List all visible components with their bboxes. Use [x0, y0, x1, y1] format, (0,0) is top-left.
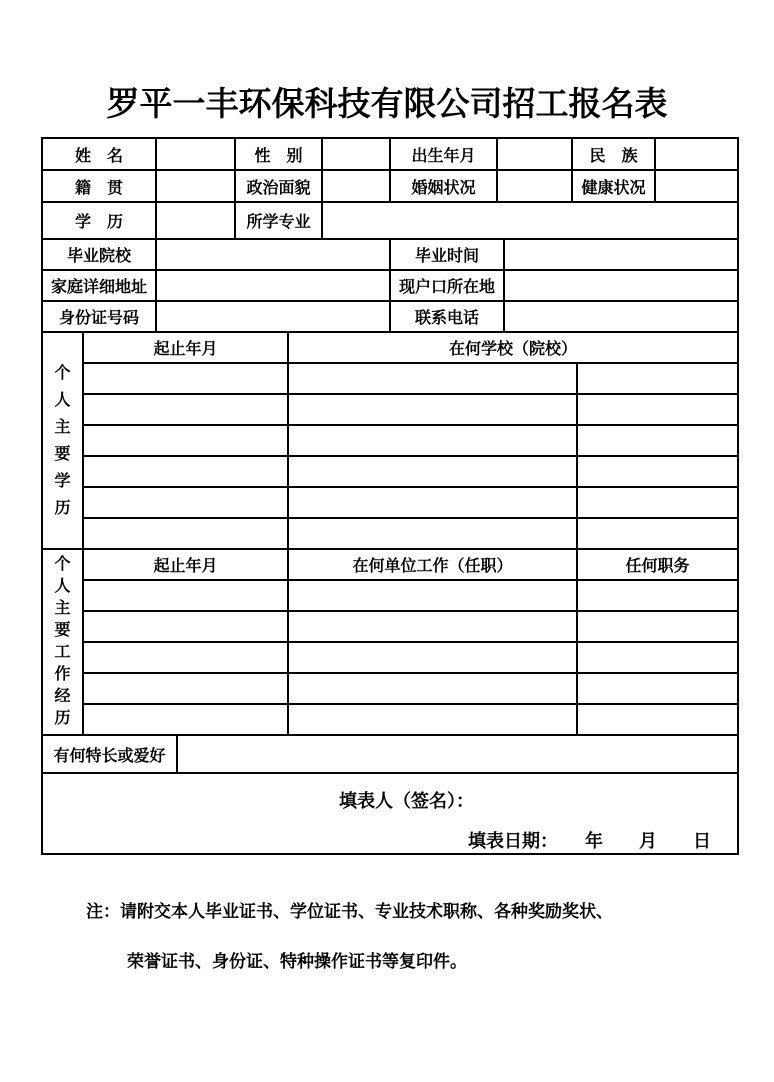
education-level-label: 学 历 — [42, 202, 156, 239]
birth-label: 出生年月 — [390, 138, 497, 170]
work-history-side-label — [42, 549, 83, 735]
work-period-cell[interactable] — [83, 611, 288, 642]
contact-info-table — [41, 238, 739, 333]
work-period-cell[interactable] — [83, 673, 288, 704]
table-row — [42, 456, 738, 487]
marital-label: 婚姻状况 — [390, 170, 497, 202]
home-address-input-cell[interactable] — [156, 270, 390, 301]
table-row — [42, 611, 738, 642]
education-period-cell[interactable] — [83, 394, 288, 425]
basic-info-table — [41, 137, 739, 203]
table-row — [42, 642, 738, 673]
education-extra-cell[interactable] — [577, 518, 738, 549]
education-school-cell[interactable] — [288, 394, 577, 425]
table-row — [42, 332, 738, 363]
education-history-side-label-text: 个人主要学历 — [54, 364, 71, 517]
work-history-side-label-text: 个人主要工作经历 — [54, 556, 71, 727]
political-label: 政治面貌 — [235, 170, 322, 202]
education-period-cell[interactable] — [83, 487, 288, 518]
education-period-cell[interactable] — [83, 363, 288, 394]
health-input-cell[interactable] — [655, 170, 738, 202]
work-position-cell[interactable] — [577, 673, 738, 704]
education-school-cell[interactable] — [288, 425, 577, 456]
specialty-input-cell[interactable] — [177, 735, 738, 773]
gender-input-cell[interactable] — [322, 138, 390, 170]
work-period-header: 起止年月 — [83, 549, 288, 580]
form-title: 罗平一丰环保科技有限公司招工报名表 — [106, 85, 668, 122]
residence-input-cell[interactable] — [504, 270, 738, 301]
work-employer-cell[interactable] — [288, 642, 577, 673]
graduate-time-label: 毕业时间 — [390, 239, 504, 270]
signature-label: 填表人（签名）： — [339, 791, 474, 811]
table-row — [42, 487, 738, 518]
work-position-cell[interactable] — [577, 580, 738, 611]
hometown-label: 籍 贯 — [42, 170, 156, 202]
education-period-cell[interactable] — [83, 518, 288, 549]
education-extra-cell[interactable] — [577, 363, 738, 394]
ethnic-label: 民 族 — [572, 138, 655, 170]
id-number-label: 身份证号码 — [42, 301, 156, 332]
table-row — [42, 239, 738, 270]
education-level-input-cell[interactable] — [156, 202, 235, 239]
signature-table — [41, 772, 739, 855]
education-extra-cell[interactable] — [577, 394, 738, 425]
work-position-cell[interactable] — [577, 704, 738, 735]
work-position-header: 任何职务 — [577, 549, 738, 580]
note-line-1: 注：请附交本人毕业证书、学位证书、专业技术职称、各种奖励奖状、 — [86, 902, 613, 921]
table-row — [42, 202, 738, 239]
education-school-cell[interactable] — [288, 456, 577, 487]
work-employer-cell[interactable] — [288, 704, 577, 735]
education-school-cell[interactable] — [288, 487, 577, 518]
phone-input-cell[interactable] — [504, 301, 738, 332]
ethnic-input-cell[interactable] — [655, 138, 738, 170]
major-input-cell[interactable] — [322, 202, 738, 239]
table-row — [42, 735, 738, 773]
graduate-school-label: 毕业院校 — [42, 239, 156, 270]
marital-input-cell[interactable] — [497, 170, 572, 202]
work-employer-cell[interactable] — [288, 611, 577, 642]
work-position-cell[interactable] — [577, 611, 738, 642]
education-history-table — [41, 331, 739, 550]
education-extra-cell[interactable] — [577, 487, 738, 518]
table-row — [42, 170, 738, 202]
political-input-cell[interactable] — [322, 170, 390, 202]
major-label: 所学专业 — [235, 202, 322, 239]
signature-area-cell[interactable] — [42, 773, 738, 854]
name-input-cell[interactable] — [156, 138, 235, 170]
table-row — [42, 394, 738, 425]
table-row — [42, 549, 738, 580]
graduate-time-input-cell[interactable] — [504, 239, 738, 270]
education-school-header: 在何学校（院校） — [288, 332, 738, 363]
health-label: 健康状况 — [572, 170, 655, 202]
gender-label: 性 别 — [235, 138, 322, 170]
table-row — [42, 518, 738, 549]
hometown-input-cell[interactable] — [156, 170, 235, 202]
residence-label: 现户口所在地 — [390, 270, 504, 301]
graduate-school-input-cell[interactable] — [156, 239, 390, 270]
id-number-input-cell[interactable] — [156, 301, 390, 332]
education-period-cell[interactable] — [83, 456, 288, 487]
work-period-cell[interactable] — [83, 580, 288, 611]
table-row — [42, 425, 738, 456]
table-row — [42, 301, 738, 332]
specialty-table — [41, 734, 739, 774]
table-row — [42, 673, 738, 704]
table-row — [42, 270, 738, 301]
work-position-cell[interactable] — [577, 642, 738, 673]
fill-date-label: 填表日期： 年 月 日 — [468, 831, 711, 851]
education-extra-cell[interactable] — [577, 425, 738, 456]
education-extra-cell[interactable] — [577, 456, 738, 487]
table-row — [42, 704, 738, 735]
education-level-table — [41, 201, 739, 240]
name-label: 姓 名 — [42, 138, 156, 170]
education-history-side-label — [42, 332, 83, 549]
specialty-label: 有何特长或爱好 — [42, 735, 177, 773]
table-row — [42, 363, 738, 394]
birth-input-cell[interactable] — [497, 138, 572, 170]
work-employer-header: 在何单位工作（任职） — [288, 549, 577, 580]
education-school-cell[interactable] — [288, 518, 577, 549]
education-school-cell[interactable] — [288, 363, 577, 394]
education-period-cell[interactable] — [83, 425, 288, 456]
home-address-label: 家庭详细地址 — [42, 270, 156, 301]
work-employer-cell[interactable] — [288, 673, 577, 704]
work-history-table — [41, 548, 739, 736]
work-employer-cell[interactable] — [288, 580, 577, 611]
education-period-header: 起止年月 — [83, 332, 288, 363]
table-row — [42, 773, 738, 854]
phone-label: 联系电话 — [390, 301, 504, 332]
table-row — [42, 580, 738, 611]
work-period-cell[interactable] — [83, 642, 288, 673]
table-row — [42, 138, 738, 170]
note-line-2: 荣誉证书、身份证、特种操作证书等复印件。 — [127, 952, 467, 971]
application-form — [41, 137, 737, 855]
work-period-cell[interactable] — [83, 704, 288, 735]
